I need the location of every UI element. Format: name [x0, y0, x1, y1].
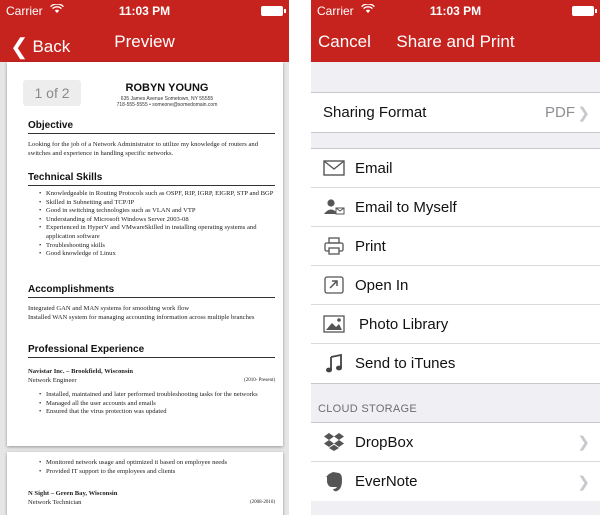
status-bar	[311, 0, 600, 22]
photo-icon	[321, 313, 347, 335]
back-label: Back	[32, 37, 71, 56]
chevron-right-icon: ❯	[577, 104, 590, 122]
carrier-label: Carrier	[317, 4, 354, 18]
accomplishment-line-2: Installed WAN system for managing accounting information across multiple branches	[28, 314, 255, 321]
job-company: N Sight – Green Bay, Wisconsin	[28, 490, 118, 497]
list-item: • Installed, maintained and later performed troubleshooting tasks for the networks	[39, 391, 275, 400]
action-label: Print	[355, 237, 386, 255]
list-item: • Managed all the user accounts and emails	[39, 400, 275, 409]
action-email[interactable]	[311, 149, 600, 188]
printer-icon	[321, 235, 347, 257]
section-heading-objective: Objective	[28, 120, 275, 134]
share-screen	[311, 0, 600, 515]
nav-bar	[0, 22, 289, 62]
objective-text: Looking for the job of a Network Administrator to utilize my knowledge of routers and switches and experience in handling specific networks.	[28, 141, 258, 157]
job-role-row	[28, 376, 275, 385]
resume-address: 635 James Avenue Sometown, NY 55555	[120, 96, 214, 102]
battery-icon	[572, 6, 594, 16]
sharing-format-value: PDF	[545, 104, 575, 121]
carrier-label: Carrier	[6, 4, 43, 18]
chevron-right-icon: ❯	[577, 434, 590, 451]
chevron-left-icon: ❮	[10, 34, 29, 59]
cloud-evernote[interactable]	[311, 462, 600, 501]
section-heading-skills: Technical Skills	[28, 172, 275, 186]
format-group	[311, 93, 600, 132]
open-in-icon	[321, 274, 347, 296]
person-mail-icon	[321, 196, 347, 218]
skills-list	[39, 190, 275, 259]
evernote-icon	[321, 471, 347, 493]
action-label: Send to iTunes	[355, 355, 456, 372]
cloud-group	[311, 423, 600, 501]
job-role-row	[28, 498, 275, 507]
job-role: Network Engineer	[28, 377, 77, 384]
envelope-icon	[321, 157, 347, 179]
action-label: Open In	[355, 276, 409, 294]
action-print[interactable]	[311, 227, 600, 266]
job-dates: (2010- Present)	[244, 378, 275, 383]
cloud-label: EverNote	[355, 473, 418, 490]
accomplishment-line-1: Integrated GAN and MAN systems for smoothing work flow	[28, 305, 190, 312]
action-label: Email	[355, 159, 393, 177]
resume-contact: 718-555-5555 • someone@somedomain.com	[116, 102, 218, 108]
section-heading-accomplishments: Accomplishments	[28, 284, 275, 298]
list-item: • Good knowledge of Linux	[39, 250, 275, 259]
list-item: • Skilled in Subnetting and TCP/IP	[39, 199, 275, 208]
chevron-right-icon: ❯	[577, 473, 590, 491]
action-open-in[interactable]	[311, 266, 600, 305]
list-item: • Provided IT support to the employees and clients	[39, 468, 275, 477]
cloud-label: DropBox	[355, 433, 414, 451]
action-label: Email to Myself	[355, 198, 457, 216]
action-photo-library[interactable]	[311, 305, 600, 344]
list-item: • Knowledgeable in Routing Protocols such as OSPF, RIP, IGRP, EIGRP, STP and BGP	[39, 190, 275, 199]
status-bar	[0, 0, 289, 22]
divider	[311, 383, 600, 384]
job-dates: (2008-2010)	[250, 500, 275, 505]
clock: 11:03 PM	[118, 4, 171, 18]
list-item: • Understanding of Microsoft Windows Server 2003-08	[39, 216, 275, 225]
music-note-icon	[321, 353, 347, 375]
list-item: • Monitored network usage and optimized it based on employee needs	[39, 459, 275, 468]
list-item: • Experienced in HyperV and VMwareSkilled in installing operating systems and application software	[39, 224, 275, 241]
document-page-1	[7, 62, 283, 446]
preview-screen	[0, 0, 289, 515]
action-label: Photo Library	[359, 315, 449, 333]
battery-icon	[261, 6, 283, 16]
page-title: Share and Print	[396, 32, 515, 51]
clock: 11:03 PM	[429, 4, 482, 18]
page2-list	[39, 459, 275, 476]
action-send-itunes[interactable]	[311, 344, 600, 383]
job-company: Navistar Inc. – Brookfield, Wisconsin	[28, 368, 134, 375]
nav-bar	[311, 22, 600, 62]
cloud-dropbox[interactable]	[311, 423, 600, 462]
list-item: • Troubleshooting skills	[39, 242, 275, 251]
cloud-storage-header: CLOUD STORAGE	[318, 403, 418, 415]
actions-group	[311, 149, 600, 383]
page-indicator: 1 of 2	[23, 80, 81, 106]
divider	[311, 132, 600, 133]
experience-list	[39, 391, 275, 417]
sharing-format-row[interactable]	[311, 93, 600, 132]
dropbox-icon	[321, 431, 347, 453]
job-role: Network Technician	[28, 499, 82, 506]
resume-name: ROBYN YOUNG	[125, 82, 209, 94]
section-heading-experience: Professional Experience	[28, 344, 275, 358]
list-item: • Good in switching technologies such as VLAN and VTP	[39, 207, 275, 216]
cancel-button[interactable]: Cancel	[318, 32, 371, 51]
page-title: Preview	[114, 32, 175, 51]
action-email-myself[interactable]	[311, 188, 600, 227]
sharing-format-label: Sharing Format	[323, 104, 427, 121]
list-item: • Ensured that the virus protection was updated	[39, 408, 275, 417]
document-page-2	[7, 452, 283, 515]
